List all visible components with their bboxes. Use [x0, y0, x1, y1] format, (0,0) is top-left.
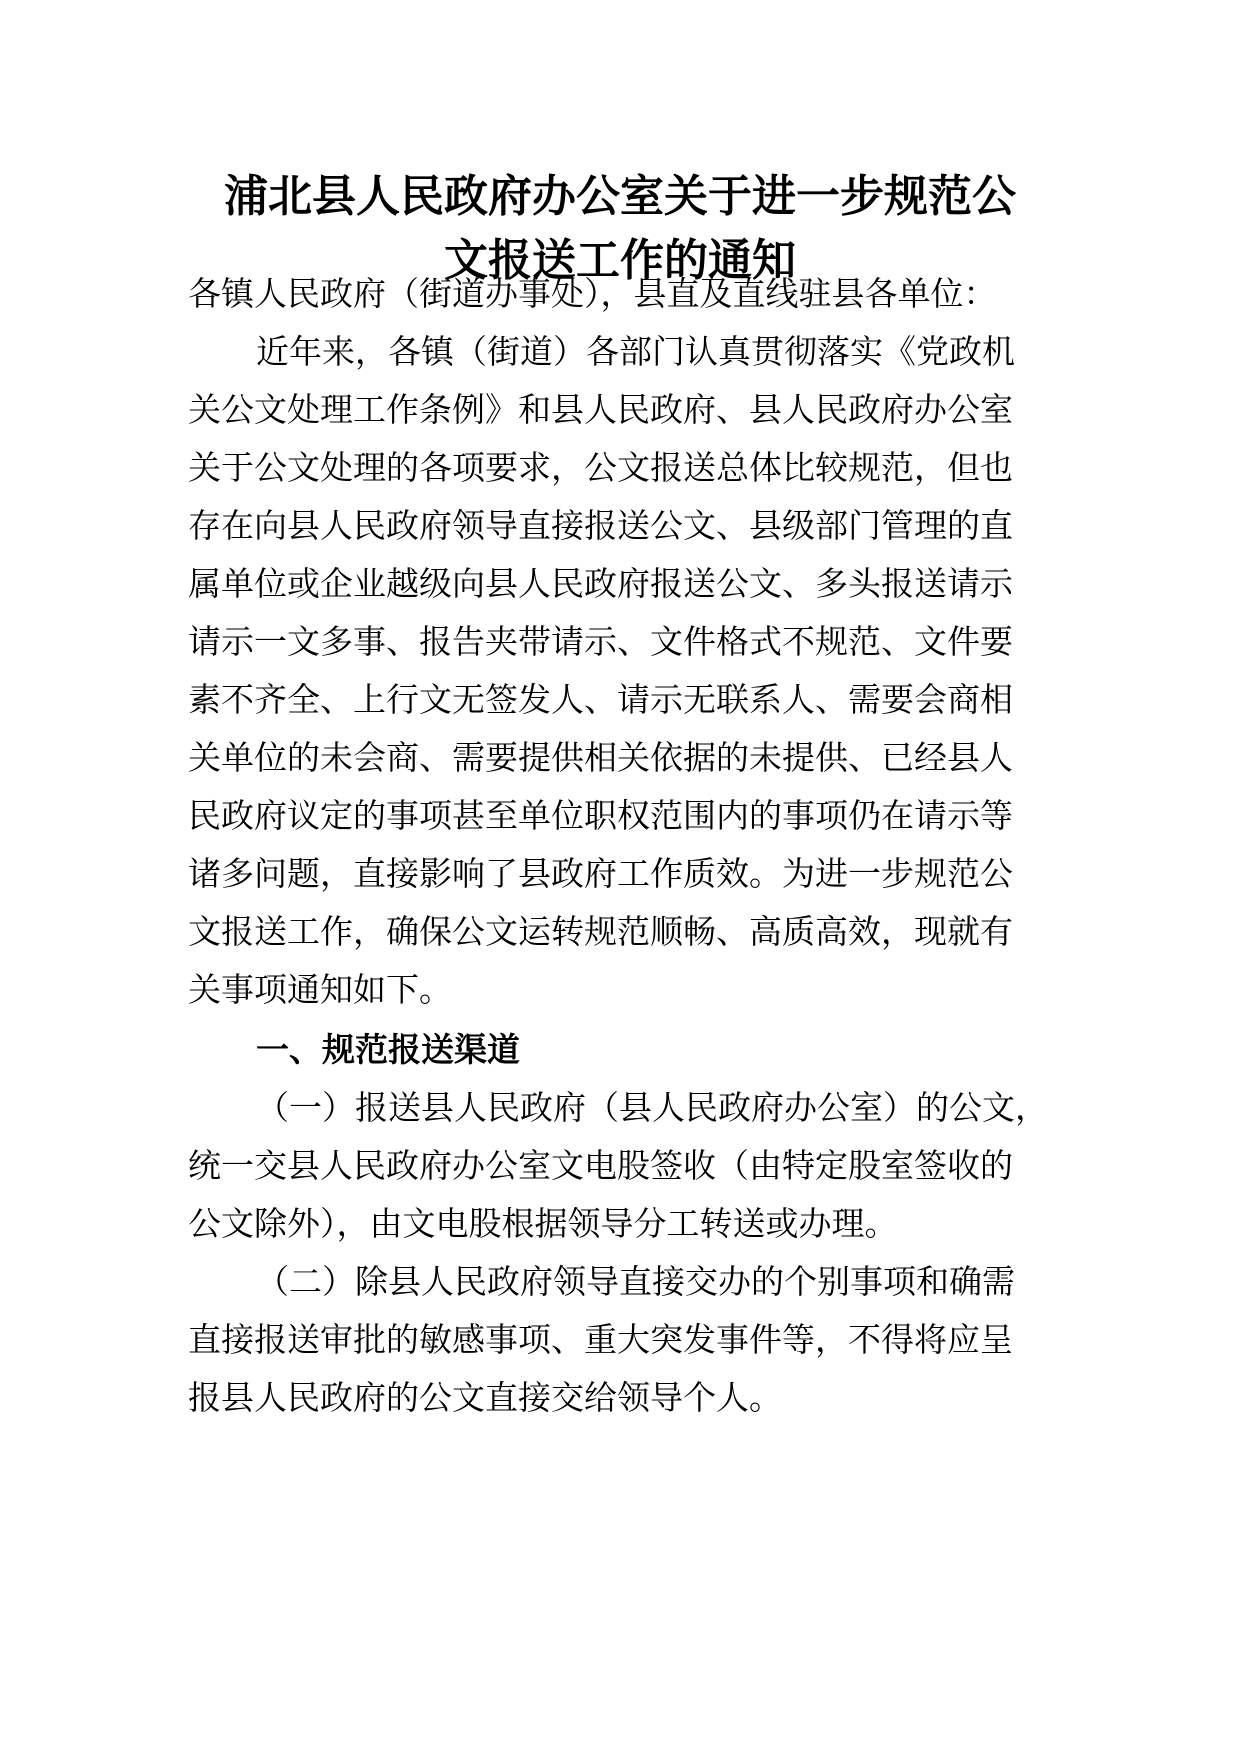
- intro-line-2: 关公文处理工作条例》和县人民政府、县人民政府办公室: [188, 390, 1013, 429]
- item-1-line-1: （一）报送县人民政府（县人民政府办公室）的公文，: [256, 1088, 1048, 1127]
- intro-line-3: 关于公文处理的各项要求，公文报送总体比较规范，但也: [188, 448, 1013, 487]
- salutation: 各镇人民政府（街道办事处），县直及直线驻县各单位：: [188, 274, 997, 313]
- item-2-line-1: （二）除县人民政府领导直接交办的个别事项和确需: [256, 1262, 1015, 1301]
- intro-line-1: 近年来，各镇（街道）各部门认真贯彻落实《党政机: [256, 332, 1015, 371]
- intro-line-8: 关单位的未会商、需要提供相关依据的未提供、已经县人: [188, 738, 1013, 777]
- item-1-line-3: 公文除外），由文电股根据领导分工转送或办理。: [188, 1204, 898, 1243]
- section-heading-1: 一、规范报送渠道: [256, 1030, 520, 1069]
- intro-line-4: 存在向县人民政府领导直接报送公文、县级部门管理的直: [188, 506, 1013, 545]
- intro-line-10: 诸多问题，直接影响了县政府工作质效。为进一步规范公: [188, 854, 1013, 893]
- document-title-line-1: 浦北县人民政府办公室关于进一步规范公: [224, 171, 1016, 222]
- intro-line-12: 关事项通知如下。: [188, 970, 452, 1009]
- item-1-line-2: 统一交县人民政府办公室文电股签收（由特定股室签收的: [188, 1146, 1013, 1185]
- intro-line-9: 民政府议定的事项甚至单位职权范围内的事项仍在请示等: [188, 796, 1013, 835]
- intro-line-6: 请示一文多事、报告夹带请示、文件格式不规范、文件要: [188, 622, 1013, 661]
- intro-line-5: 属单位或企业越级向县人民政府报送公文、多头报送请示: [188, 564, 1013, 603]
- document-title-line-2: 文报送工作的通知: [444, 235, 796, 286]
- intro-line-7: 素不齐全、上行文无签发人、请示无联系人、需要会商相: [188, 680, 1013, 719]
- item-2-line-3: 报县人民政府的公文直接交给领导个人。: [188, 1378, 782, 1417]
- intro-line-11: 文报送工作，确保公文运转规范顺畅、高质高效，现就有: [188, 912, 1013, 951]
- item-2-line-2: 直接报送审批的敏感事项、重大突发事件等，不得将应呈: [188, 1320, 1013, 1359]
